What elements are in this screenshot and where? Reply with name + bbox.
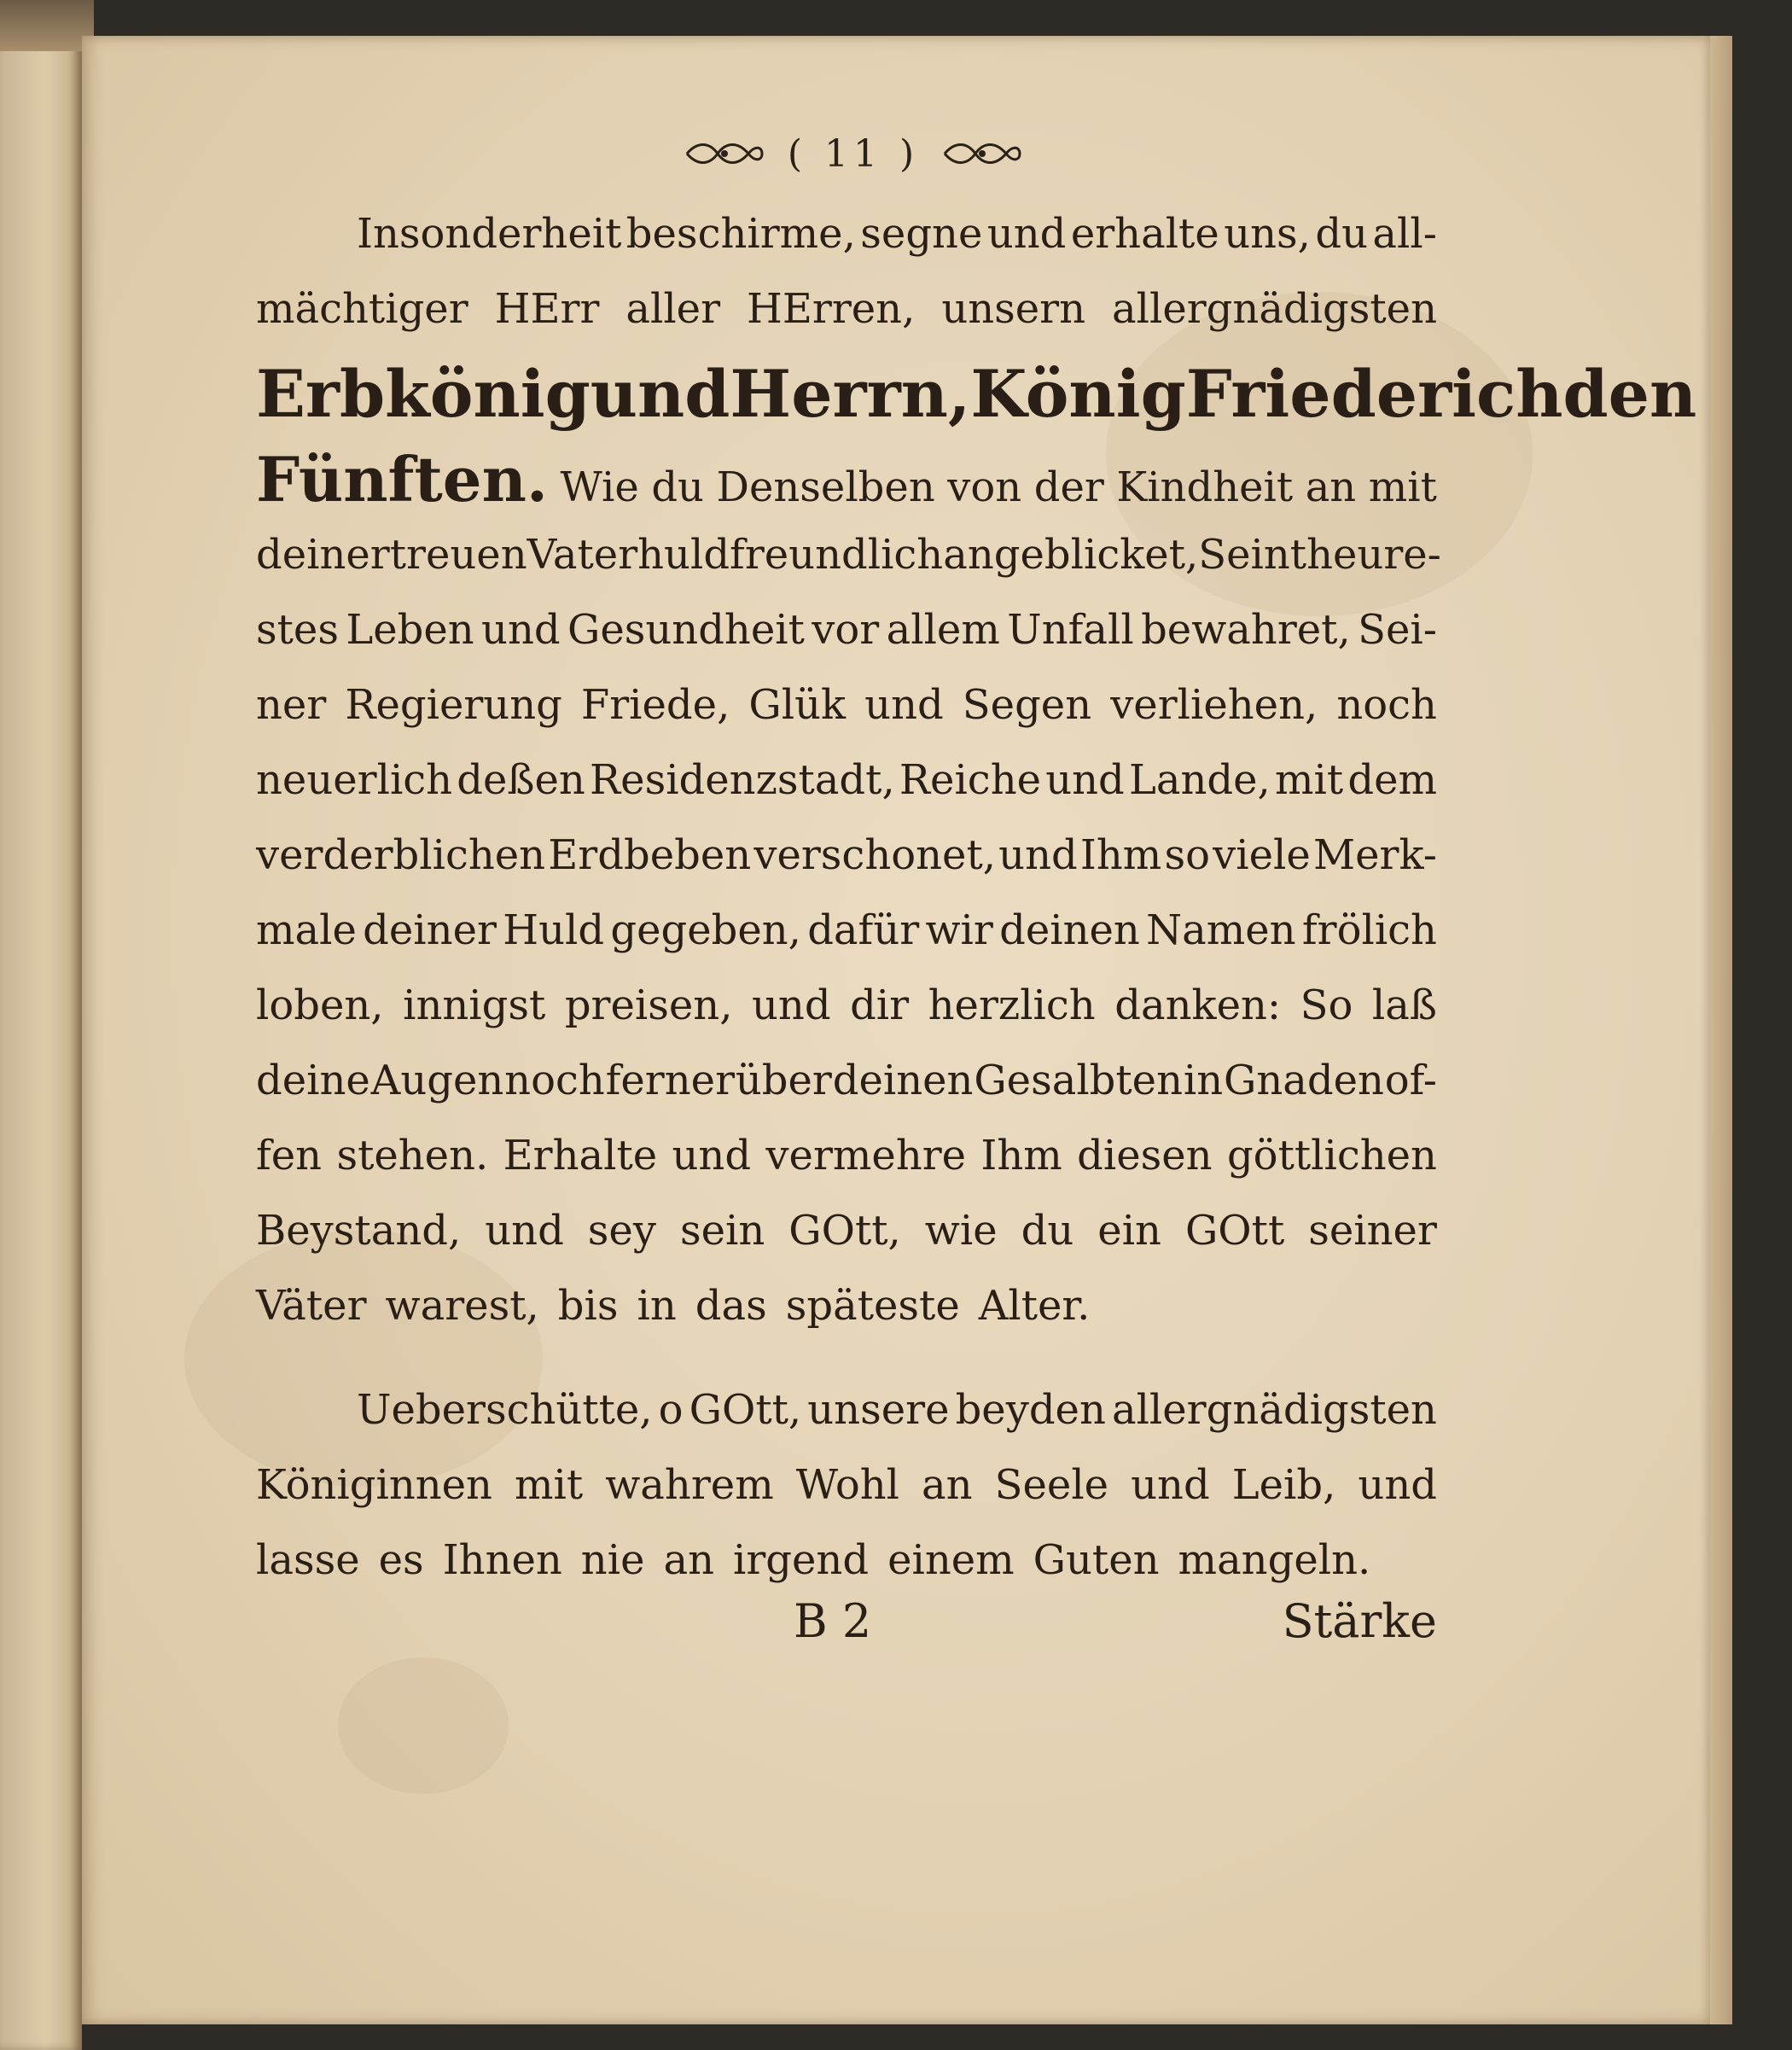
word: Insonderheit [357, 210, 622, 258]
text-line [256, 1118, 1437, 1193]
word: Augen [370, 1057, 504, 1104]
word: deine [256, 1057, 370, 1104]
word: du [651, 463, 704, 511]
signature-mark: B 2 [794, 1594, 872, 1648]
word: deinen [999, 906, 1140, 954]
word: sein [679, 1207, 765, 1255]
word: freundlich [730, 531, 944, 579]
word: uns, [1224, 210, 1311, 258]
word: Namen [1146, 906, 1296, 954]
word: ner [256, 681, 327, 729]
text-line [256, 1447, 1437, 1523]
text-line [256, 1268, 1437, 1343]
word: wir [925, 906, 993, 954]
text-line [256, 968, 1437, 1043]
word: stes [256, 606, 339, 654]
word: den [1562, 356, 1697, 432]
word: das [695, 1282, 767, 1330]
word: Segen [962, 681, 1092, 729]
paragraph [256, 196, 1697, 1343]
word: warest, [385, 1282, 539, 1330]
word: innigst [403, 981, 546, 1029]
word: vermehre [765, 1132, 967, 1179]
word: einem [887, 1536, 1015, 1584]
word: Gesundheit [567, 606, 805, 654]
word: Huld [503, 906, 605, 954]
word: und [751, 981, 831, 1029]
word: und [485, 1207, 564, 1255]
word: Ueberschütte, [357, 1386, 653, 1434]
word: an [1305, 463, 1357, 511]
text-line [256, 196, 1437, 271]
catchword: Stärke [1282, 1594, 1437, 1648]
word: Residenzstadt, [590, 756, 895, 804]
word: diesen [1077, 1132, 1213, 1179]
word: Väter [256, 1282, 367, 1330]
word: preisen, [564, 981, 733, 1029]
word: verliehen, [1110, 681, 1318, 729]
word: König [970, 356, 1186, 432]
word: mangeln. [1178, 1536, 1371, 1584]
word: deinen [832, 1057, 974, 1104]
ornament-icon [684, 138, 765, 169]
word: loben, [256, 981, 384, 1029]
word: lasse [256, 1536, 360, 1584]
word: mit [1368, 463, 1437, 511]
word: Fünften. [256, 443, 548, 515]
ornament-icon [941, 138, 1023, 169]
word: noch [1336, 681, 1437, 729]
word: späteste [785, 1282, 960, 1330]
word: Herrn, [730, 356, 971, 432]
word: Kindheit [1116, 463, 1294, 511]
paragraph-gap [256, 1343, 1437, 1372]
text-line [256, 592, 1437, 667]
page-number: ( 11 ) [787, 131, 920, 176]
word: unsere [807, 1386, 950, 1434]
word: viele [1213, 831, 1311, 879]
word: Sei- [1358, 606, 1437, 654]
word: erhalte [1070, 210, 1219, 258]
word: Friederich [1185, 356, 1563, 432]
word: segne [860, 210, 983, 258]
binding-corner [0, 0, 94, 51]
word: neuerlich [256, 756, 453, 804]
word: deßen [457, 756, 585, 804]
word: frölich [1301, 906, 1437, 954]
word: HErr [494, 285, 600, 333]
word: mit [1274, 756, 1344, 804]
word: und [986, 210, 1067, 258]
text-line [256, 1043, 1437, 1118]
word: und [481, 606, 561, 654]
word: fen [256, 1132, 323, 1179]
word: o [658, 1386, 684, 1434]
word: Sein [1198, 531, 1290, 579]
word: Alter. [978, 1282, 1091, 1330]
word: allergnädigsten [1111, 1386, 1437, 1434]
word: wie [924, 1207, 998, 1255]
word: ein [1097, 1207, 1161, 1255]
word: beyden [955, 1386, 1106, 1434]
word: Ihnen [442, 1536, 562, 1584]
word: und [998, 831, 1078, 879]
word: HErren, [746, 285, 916, 333]
word: nie [580, 1536, 645, 1584]
word: du [1315, 210, 1368, 258]
word: all- [1372, 210, 1437, 258]
word: vor [812, 606, 880, 654]
word: theure- [1289, 531, 1441, 579]
word: göttlichen [1226, 1132, 1437, 1179]
paper-stain [338, 1657, 509, 1794]
word: ferner [605, 1057, 736, 1104]
word: wahrem [605, 1461, 774, 1509]
word: dem [1347, 756, 1437, 804]
word: laß [1371, 981, 1437, 1029]
word: Erhalte [503, 1132, 658, 1179]
word: male [256, 906, 357, 954]
word: of- [1384, 1057, 1437, 1104]
word: und [864, 681, 944, 729]
word: beschirme, [625, 210, 856, 258]
word: über [735, 1057, 832, 1104]
word: GOtt, [689, 1386, 802, 1434]
word: sey [587, 1207, 656, 1255]
word: Leib, [1231, 1461, 1336, 1509]
word: und [1045, 756, 1125, 804]
word: und [590, 356, 730, 432]
word: Beystand, [256, 1207, 462, 1255]
word: Merk- [1312, 831, 1437, 879]
page-fore-edge [1710, 36, 1732, 2024]
word: der [1033, 463, 1104, 511]
word: dir [850, 981, 910, 1029]
word: Lande, [1128, 756, 1271, 804]
word: noch [504, 1057, 605, 1104]
text-line [256, 1193, 1437, 1268]
word: gegeben, [610, 906, 801, 954]
word: Gnaden [1223, 1057, 1384, 1104]
facing-page-edge [0, 34, 82, 2050]
word: So [1300, 981, 1353, 1029]
word: mächtiger [256, 285, 468, 333]
word: seiner [1308, 1207, 1437, 1255]
word: irgend [733, 1536, 870, 1584]
word: Königinnen [256, 1461, 492, 1509]
text-line [256, 442, 1437, 517]
word: Guten [1033, 1536, 1160, 1584]
word: Leben [346, 606, 474, 654]
text-line [256, 1523, 1437, 1598]
text-line [256, 1372, 1437, 1447]
word: und [672, 1132, 752, 1179]
text-line [256, 667, 1437, 743]
running-header [649, 124, 1058, 183]
word: Wie [560, 463, 639, 511]
page-footer [256, 1594, 1437, 1663]
word: Reiche [899, 756, 1042, 804]
word: von [947, 463, 1022, 511]
text-line [256, 347, 1697, 442]
word: unsern [941, 285, 1086, 333]
word: Seele [994, 1461, 1109, 1509]
body-text [256, 196, 1697, 1598]
word: an [922, 1461, 973, 1509]
word: Glük [748, 681, 847, 729]
word: es [378, 1536, 424, 1584]
text-line [256, 517, 1441, 592]
text-line [256, 271, 1437, 347]
word: GOtt, [788, 1207, 901, 1255]
word: Wohl [795, 1461, 899, 1509]
word: aller [625, 285, 721, 333]
word: allergnädigsten [1112, 285, 1437, 333]
word: Unfall [1007, 606, 1134, 654]
word: an [663, 1536, 714, 1584]
word: mit [515, 1461, 584, 1509]
text-line [256, 893, 1437, 968]
text-line [256, 743, 1437, 818]
word: du [1021, 1207, 1074, 1255]
word: Vaterhuld [527, 531, 730, 579]
word: GOtt [1184, 1207, 1285, 1255]
word: Ihm [980, 1132, 1062, 1179]
word: verschonet, [753, 831, 996, 879]
word: Ihm [1079, 831, 1162, 879]
word: Gesalbten [974, 1057, 1183, 1104]
word: Denselben [716, 463, 935, 511]
word: Friede, [580, 681, 730, 729]
word: verderblichen [256, 831, 546, 879]
word: danken: [1114, 981, 1282, 1029]
word: dafür [807, 906, 920, 954]
word: Erdbeben [548, 831, 752, 879]
word: und [1131, 1461, 1210, 1509]
word: stehen. [336, 1132, 489, 1179]
word: deiner [256, 531, 390, 579]
word: bewahret, [1141, 606, 1351, 654]
word: deiner [363, 906, 497, 954]
word: Regierung [345, 681, 562, 729]
word: treuen [389, 531, 527, 579]
word: Erbkönig [256, 356, 591, 432]
paragraph [256, 1372, 1437, 1598]
word: herzlich [928, 981, 1096, 1029]
text-line [256, 818, 1437, 893]
word: in [1183, 1057, 1224, 1104]
word: in [637, 1282, 677, 1330]
word: allem [886, 606, 1000, 654]
word: bis [557, 1282, 619, 1330]
word: angeblicket, [943, 531, 1199, 579]
word: so [1164, 831, 1210, 879]
word: und [1358, 1461, 1437, 1509]
